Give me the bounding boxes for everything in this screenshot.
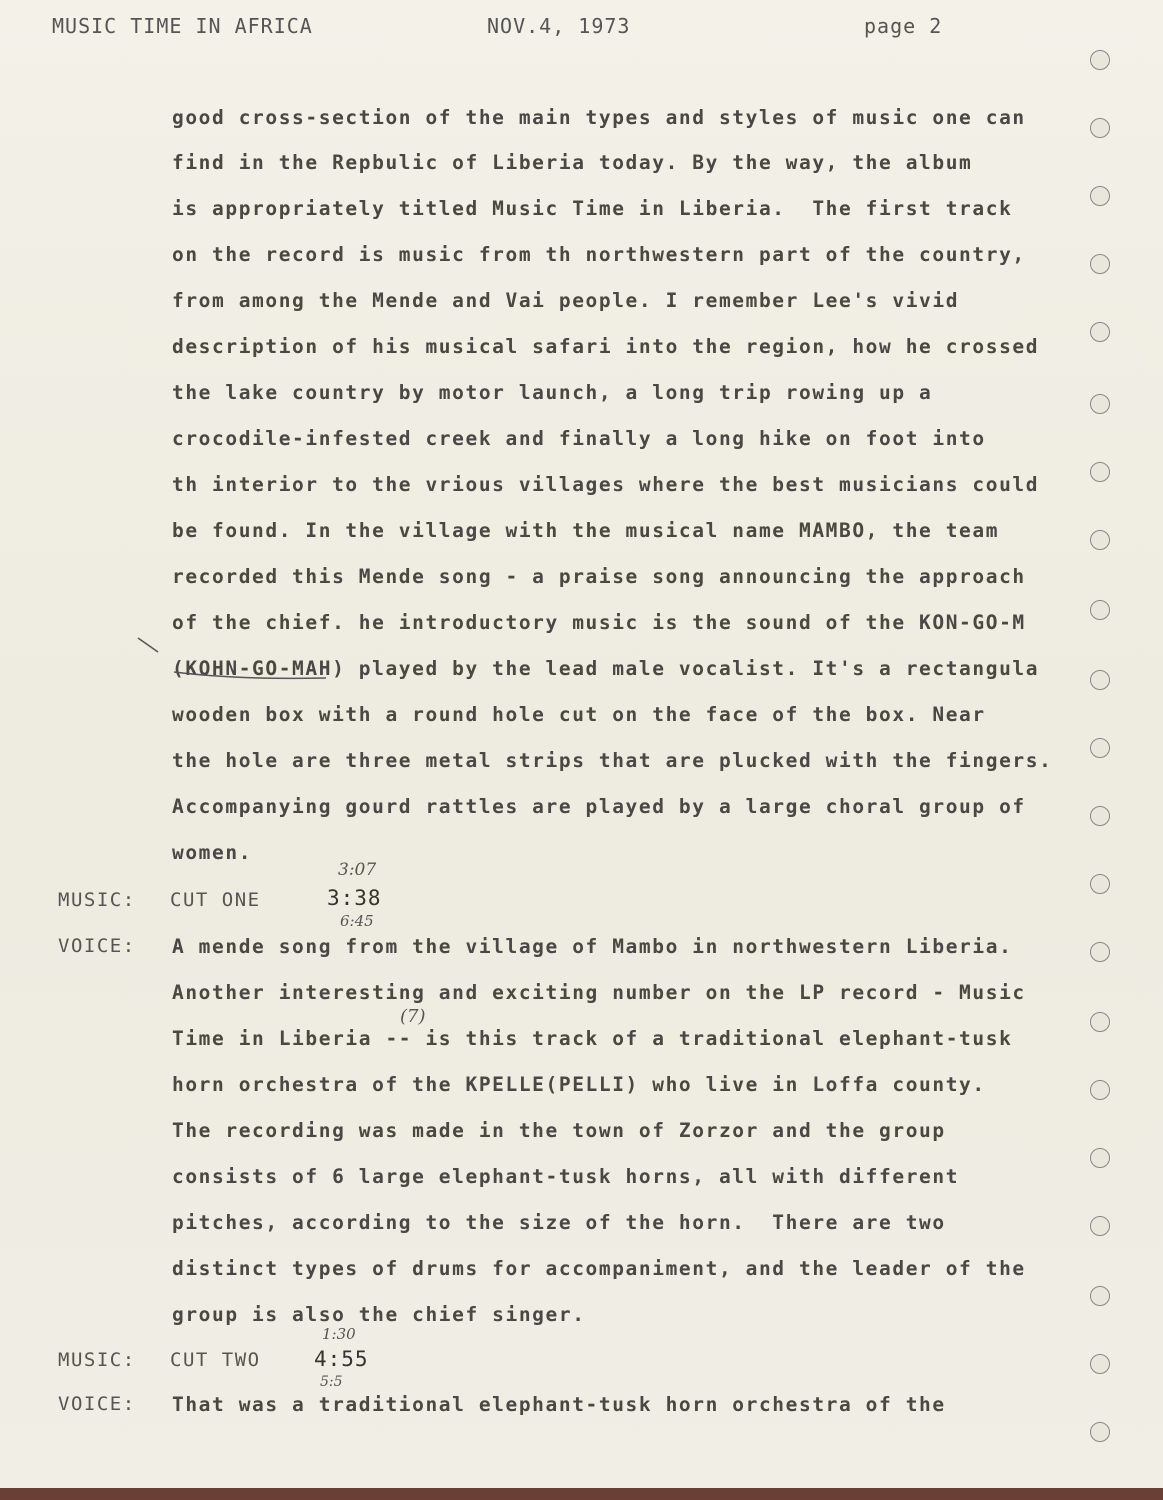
text-line: wooden box with a round hole cut on the face of the box. Near	[172, 703, 986, 726]
punch-hole	[1090, 254, 1110, 274]
text-line: That was a traditional elephant-tusk horn orchestra of the	[172, 1393, 946, 1416]
text-line: The recording was made in the town of Zorzor and the group	[172, 1119, 946, 1142]
text-line: crocodile-infested creek and finally a long hike on foot into	[172, 427, 986, 450]
punch-hole	[1090, 186, 1110, 206]
text-line: distinct types of drums for accompaniment, and the leader of the	[172, 1257, 1026, 1280]
punch-hole	[1090, 1354, 1110, 1374]
text-line: th interior to the vrious villages where the best musicians could	[172, 473, 1040, 496]
cut-name: CUT TWO	[170, 1349, 261, 1371]
voice-label: VOICE:	[58, 935, 136, 957]
text-line: Time in Liberia -- is this track of a traditional elephant-tusk	[172, 1027, 1013, 1050]
text-line: Another interesting and exciting number on the LP record - Music	[172, 981, 1026, 1004]
handwritten-time-note: 6:45	[340, 912, 374, 930]
text-line: A mende song from the village of Mambo in northwestern Liberia.	[172, 935, 1013, 958]
punch-hole	[1090, 874, 1110, 894]
text-line: women.	[172, 841, 253, 864]
music-label: MUSIC:	[58, 889, 136, 911]
punch-hole	[1090, 322, 1110, 342]
text-line: description of his musical safari into the region, how he crossed	[172, 335, 1040, 358]
text-line: on the record is music from th northwestern part of the country,	[172, 243, 1026, 266]
punch-hole	[1090, 1286, 1110, 1306]
punch-hole	[1090, 942, 1110, 962]
text-line: is appropriately titled Music Time in Liberia. The first track	[172, 197, 1013, 220]
text-line: consists of 6 large elephant-tusk horns, all with different	[172, 1165, 960, 1188]
header-page-number: page 2	[864, 14, 943, 38]
text-line: (KOHN-GO-MAH) played by the lead male vocalist. It's a rectangula	[172, 657, 1040, 680]
handwritten-time-note: 3:07	[338, 860, 377, 880]
punch-holes-strip	[1090, 0, 1120, 1500]
text-line: pitches, according to the size of the horn. There are two	[172, 1211, 946, 1234]
text-line: good cross-section of the main types and styles of music one can	[172, 106, 1026, 129]
cut-duration: 3:38	[327, 886, 382, 910]
handwritten-underline	[130, 620, 330, 690]
voice-label: VOICE:	[58, 1393, 136, 1415]
text-line: horn orchestra of the KPELLE(PELLI) who live in Loffa county.	[172, 1073, 986, 1096]
punch-hole	[1090, 1422, 1110, 1442]
punch-hole	[1090, 50, 1110, 70]
text-line: from among the Mende and Vai people. I remember Lee's vivid	[172, 289, 960, 312]
handwritten-time-note: 1:30	[322, 1325, 356, 1343]
text-line: the hole are three metal strips that are plucked with the fingers.	[172, 749, 1053, 772]
music-label: MUSIC:	[58, 1349, 136, 1371]
header-date: NOV.4, 1973	[487, 14, 631, 38]
text-line: be found. In the village with the musical name MAMBO, the team	[172, 519, 1000, 542]
page-bottom-edge	[0, 1488, 1163, 1500]
punch-hole	[1090, 530, 1110, 550]
text-line: of the chief. he introductory music is the sound of the KON-GO-M	[172, 611, 1026, 634]
text-line: group is also the chief singer.	[172, 1303, 586, 1326]
cut-duration: 4:55	[314, 1347, 369, 1371]
punch-hole	[1090, 1216, 1110, 1236]
punch-hole	[1090, 462, 1110, 482]
punch-hole	[1090, 600, 1110, 620]
punch-hole	[1090, 394, 1110, 414]
punch-hole	[1090, 1148, 1110, 1168]
text-line: the lake country by motor launch, a long trip rowing up a	[172, 381, 933, 404]
text-line: recorded this Mende song - a praise song announcing the approach	[172, 565, 1026, 588]
cut-name: CUT ONE	[170, 889, 261, 911]
punch-hole	[1090, 738, 1110, 758]
punch-hole	[1090, 1080, 1110, 1100]
text-line: find in the Repbulic of Liberia today. By the way, the album	[172, 151, 973, 174]
header-title: MUSIC TIME IN AFRICA	[52, 14, 313, 38]
handwritten-mark: (7)	[400, 1006, 426, 1027]
text-line: Accompanying gourd rattles are played by a large choral group of	[172, 795, 1026, 818]
punch-hole	[1090, 118, 1110, 138]
handwritten-time-note: 5:5	[320, 1374, 343, 1390]
punch-hole	[1090, 806, 1110, 826]
punch-hole	[1090, 670, 1110, 690]
punch-hole	[1090, 1012, 1110, 1032]
